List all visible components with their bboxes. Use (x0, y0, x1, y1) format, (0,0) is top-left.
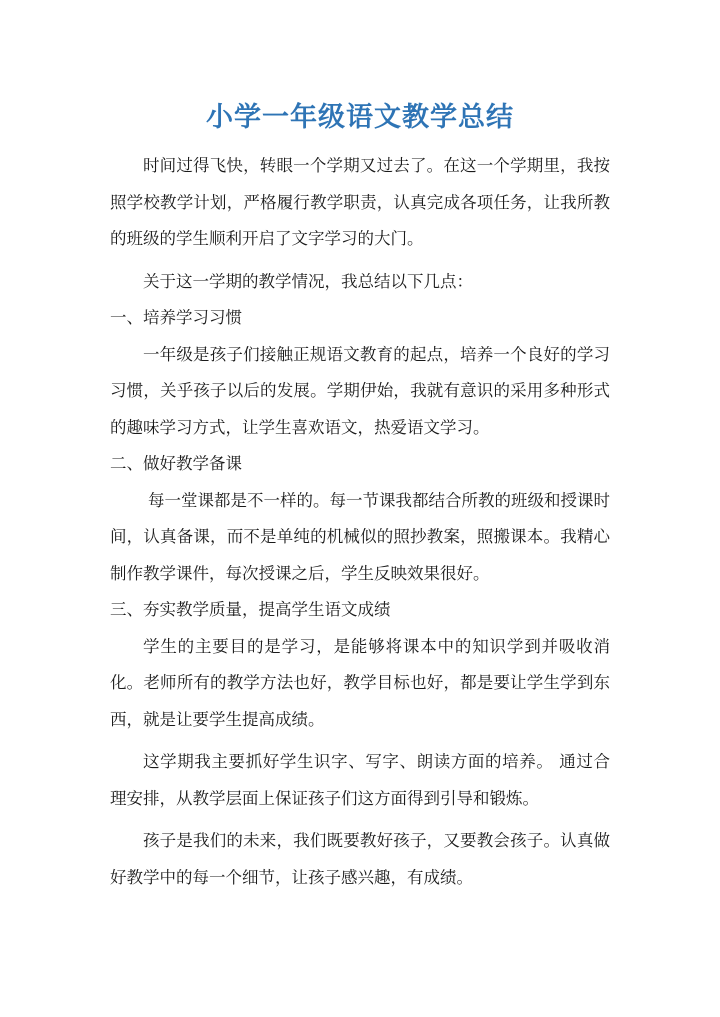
section-heading-habits: 一、培养学习习惯 (110, 308, 242, 327)
section-heading-quality: 三、夯实教学质量，提高学生语文成绩 (110, 600, 391, 619)
document-page (110, 100, 610, 896)
section-paragraph-quality-1: 学生的主要目的是学习，是能够将课本中的知识学到并吸收消化。老师所有的教学方法也好，教学目标也好，都是要让学生学到东西，就是让要学生提高成绩。 (110, 636, 610, 729)
intro-paragraph: 时间过得飞快，转眼一个学期又过去了。在这一个学期里，我按照学校教学计划，严格履行教学职责，认真完成各项任务，让我所教的班级的学生顺利开启了文字学习的大门。 (110, 156, 610, 248)
section-paragraph-quality-2: 这学期我主要抓好学生识字、写字、朗读方面的培养。 通过合理安排，从教学层面上保证孩子们这方面得到引导和锻炼。 (110, 752, 610, 808)
document-title: 小学一年级语文教学总结 (206, 102, 514, 133)
summary-lead-paragraph: 关于这一学期的教学情况，我总结以下几点： (143, 271, 473, 291)
section-heading-preparation: 二、做好教学备课 (110, 454, 242, 473)
section-paragraph-quality-3: 孩子是我们的未来，我们既要教好孩子，又要教会孩子。认真做好教学中的每一个细节，让孩子感兴趣，有成绩。 (110, 831, 610, 887)
section-paragraph-preparation: 每一堂课都是不一样的。每一节课我都结合所教的班级和授课时间，认真备课，而不是单纯的机械似的照抄教案，照搬课本。我精心制作教学课件，每次授课之后，学生反映效果很好。 (110, 490, 610, 583)
section-paragraph-habits: 一年级是孩子们接触正规语文教育的起点，培养一个良好的学习习惯，关乎孩子以后的发展。学期伊始，我就有意识的采用多种形式的趣味学习方式，让学生喜欢语文，热爱语文学习。 (110, 344, 610, 437)
